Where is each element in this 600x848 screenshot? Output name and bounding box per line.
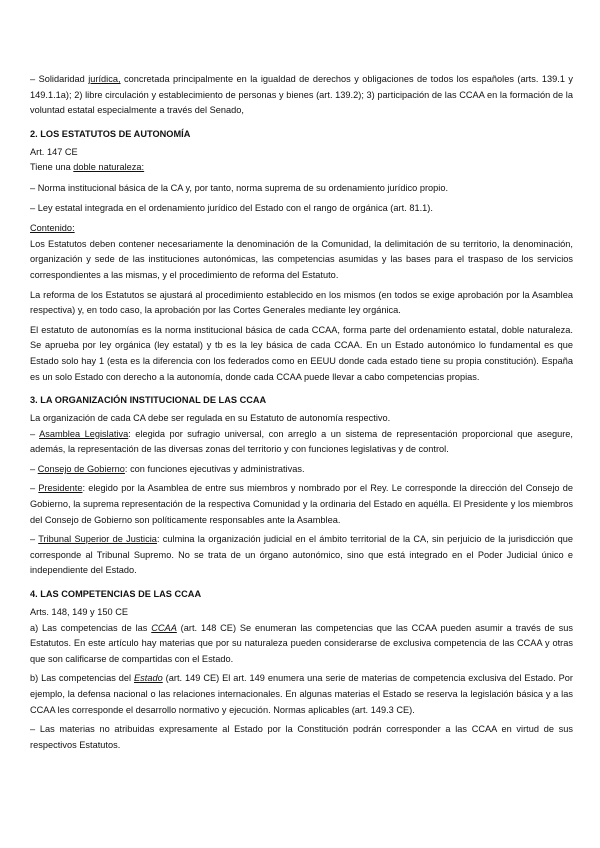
section-4-item-b: b) Las competencias del Estado (art. 149 CE) El art. 149 enumera una serie de materias de competencia exclusiva del Estado. Por ejemplo, la defensa nacional o las relaciones internacionales. En algunas materias el Estado se reserva la legislación básica y a las CCAA les corresponde el desarrollo normativo y ejecución. Normas aplicables (art. 149.3 CE). — [30, 673, 573, 715]
section-4-item-a: a) Las competencias de las CCAA (art. 148 CE) Se enumeran las competencias que las CCAA pueden asumir a través de sus Estatutos. En este artículo hay materias que por su naturaleza pueden considerarse de exclusiva competencia de las CCAA y otras que son calificarse de compartidas con el Estado. — [30, 622, 574, 664]
section-2-item-2: – Ley estatal integrada en el ordenamiento jurídico del Estado con el rango de orgánica (art. 81.1). — [30, 202, 433, 213]
section-2-paragraph-3: El estatuto de autonomías es la norma institucional básica de cada CCAA, forma parte del ordenamiento estatal, doble naturaleza. Se aprueba por ley orgánica (ley estatal) y tb es la ley básica de cada CCAA. En un Estado autonómico lo fundamental es que Estado solo hay 1 (esta es la diferencia con los federados como en EEUU donde cada estado tiene su propia constitución). España es un solo Estado con derecho a la autonomía, donde cada CCAA puede llevar a cabo competencias propias. — [30, 324, 573, 382]
section-2-nature-line: Tiene una doble naturaleza: — [30, 162, 145, 173]
section-2-heading: 2. LOS ESTATUTOS DE AUTONOMÍA — [30, 128, 191, 139]
intro-underlined-term: jurídica, — [88, 74, 121, 84]
section-2-item-1: – Norma institucional básica de la CA y, por tanto, norma suprema de su ordenamiento jurídico propio. — [30, 182, 449, 193]
section-2-contenido-label: Contenido: — [30, 223, 75, 234]
section-3-item-presidente: – Presidente: elegido por la Asamblea de entre sus miembros y nombrado por el Rey. Le corresponde la dirección del Consejo de Gobierno, la suprema representación de la respectiva Comunidad y la ordinaria del Estado en aquélla. El Presidente y los miembros del Consejo de Gobierno son políticamente responsables ante la Asamblea. — [30, 483, 573, 525]
section-2-article: Art. 147 CE — [30, 146, 78, 157]
section-3-item-consejo: – Consejo de Gobierno: con funciones ejecutivas y administrativas. — [30, 463, 305, 474]
section-3-item-asamblea: – Asamblea Legislativa: elegida por sufragio universal, con arreglo a un sistema de representación proporcional que asegure, además, la representación de las diversas zonas del territorio y con funciones legislativas y de control. — [30, 428, 573, 455]
section-3-intro: La organización de cada CA debe ser regulada en su Estatuto de autonomía respectivo. — [30, 413, 391, 424]
section-4-articles: Arts. 148, 149 y 150 CE — [30, 607, 129, 618]
section-2-paragraph-1: Los Estatutos deben contener necesariamente la denominación de la Comunidad, la delimitación de su territorio, la denominación, organización y sede de las instituciones autonómicas, las competencias asumidas y las bases para el traspaso de los servicios correspondientes a las mismas, y el procedimiento de reforma del Estatuto. — [30, 238, 573, 280]
document-page — [30, 72, 573, 757]
section-4-heading: 4. LAS COMPETENCIAS DE LAS CCAA — [30, 589, 202, 600]
intro-paragraph: – Solidaridad jurídica, concretada principalmente en la igualdad de derechos y obligaciones de todos los españoles (arts. 139.1 y 149.1.1a); 2) libre circulación y establecimiento de personas y bienes (art. 139.2); 3) participación de las CCAA en la formación de la voluntad estatal especialmente a través del Senado, — [30, 74, 574, 116]
section-3-item-tribunal: – Tribunal Superior de Justicia: culmina la organización judicial en el ámbito territorial de la CA, sin perjuicio de la jurisdicción que corresponde al Tribunal Supremo. No se trata de un órgano autonómico, sino que está integrado en el Poder Judicial único e independiente del Estado. — [30, 534, 574, 576]
section-2-paragraph-2: La reforma de los Estatutos se ajustará al procedimiento establecido en los mismos (en todos se exige aprobación por la Asamblea respectiva) y, en todo caso, la aprobación por las Cortes Generales mediante ley orgánica. — [30, 289, 573, 316]
section-4-item-c: – Las materias no atribuidas expresamente al Estado por la Constitución podrán corresponder a las CCAA en virtud de sus respectivos Estatutos. — [30, 724, 573, 750]
section-3-heading: 3. LA ORGANIZACIÓN INSTITUCIONAL DE LAS CCAA — [30, 395, 267, 406]
